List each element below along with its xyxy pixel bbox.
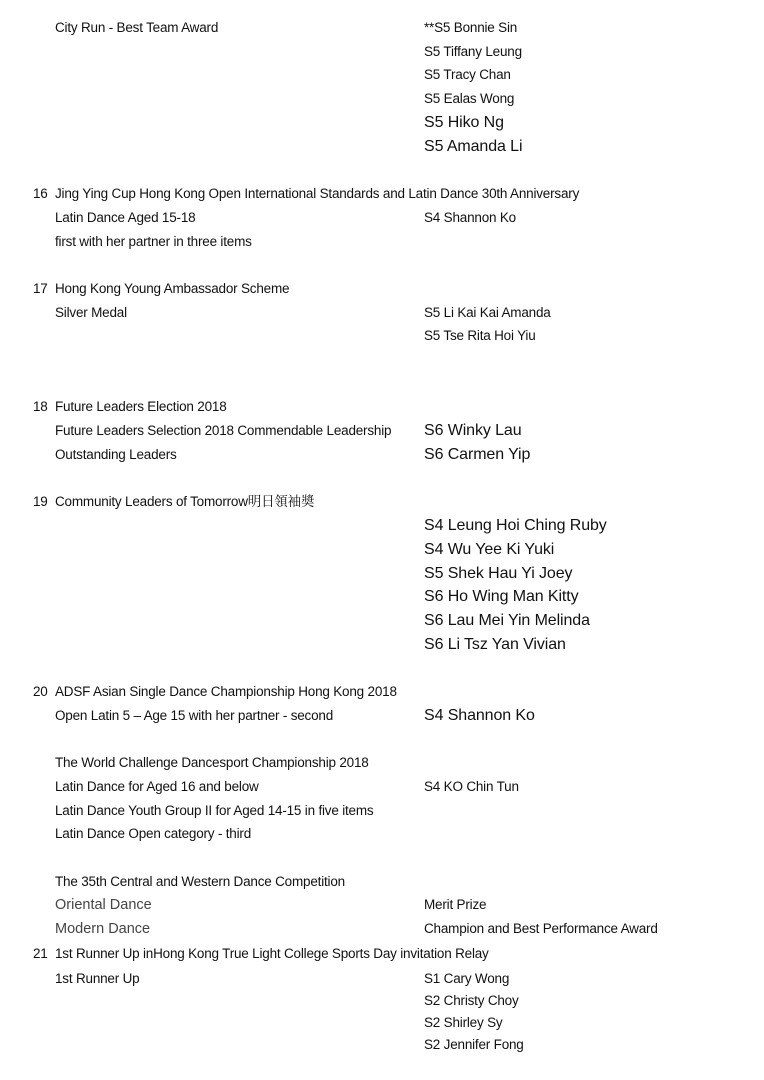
item-number: 18 xyxy=(33,399,48,414)
student-name: S5 Tse Rita Hoi Yiu xyxy=(424,328,536,343)
award-title: Future Leaders Election 2018 xyxy=(55,399,227,414)
award-detail: 1st Runner Up xyxy=(55,971,140,986)
student-name: **S5 Bonnie Sin xyxy=(424,20,518,35)
student-name: S4 Wu Yee Ki Yuki xyxy=(424,541,555,558)
student-name: S2 Christy Choy xyxy=(424,993,519,1008)
award-title: Community Leaders of Tomorrow明日領袖奬 xyxy=(55,494,315,509)
dance-award: Champion and Best Performance Award xyxy=(424,921,658,936)
item-number: 16 xyxy=(33,186,48,201)
dance-event: Modern Dance xyxy=(55,921,151,937)
student-name: S1 Cary Wong xyxy=(424,971,510,986)
award-detail: first with her partner in three items xyxy=(55,234,252,249)
award-detail: Silver Medal xyxy=(55,305,127,320)
student-name: S2 Jennifer Fong xyxy=(424,1037,524,1052)
student-name: S5 Hiko Ng xyxy=(424,114,504,131)
item-number: 17 xyxy=(33,281,48,296)
award-subtitle: The 35th Central and Western Dance Competition xyxy=(55,874,345,889)
student-name: S6 Lau Mei Yin Melinda xyxy=(424,612,590,629)
student-name: S4 Leung Hoi Ching Ruby xyxy=(424,517,607,534)
student-name: S5 Amanda Li xyxy=(424,138,523,155)
award-detail: Latin Dance Open category - third xyxy=(55,826,252,841)
student-name: S5 Tiffany Leung xyxy=(424,44,522,59)
student-name: S6 Li Tsz Yan Vivian xyxy=(424,636,566,653)
student-name: S6 Winky Lau xyxy=(424,422,522,439)
student-name: S5 Shek Hau Yi Joey xyxy=(424,565,573,582)
student-name: S5 Tracy Chan xyxy=(424,67,511,82)
award-title: Jing Ying Cup Hong Kong Open International Standards and Latin Dance 30th Anniversary xyxy=(55,186,580,201)
student-name: S2 Shirley Sy xyxy=(424,1015,503,1030)
dance-award: Merit Prize xyxy=(424,897,487,912)
student-name: S5 Ealas Wong xyxy=(424,91,515,106)
student-name: S4 Shannon Ko xyxy=(424,210,516,225)
award-title-city-run: City Run - Best Team Award xyxy=(55,20,219,35)
award-title: Hong Kong Young Ambassador Scheme xyxy=(55,281,290,296)
award-detail: Open Latin 5 – Age 15 with her partner - second xyxy=(55,708,334,723)
student-name: S4 Shannon Ko xyxy=(424,707,535,724)
student-name: S6 Ho Wing Man Kitty xyxy=(424,588,579,605)
award-detail: Outstanding Leaders xyxy=(55,447,177,462)
item-number: 20 xyxy=(33,684,48,699)
item-number: 21 xyxy=(33,946,48,961)
award-title: ADSF Asian Single Dance Championship Hong Kong 2018 xyxy=(55,684,397,699)
award-title: 1st Runner Up inHong Kong True Light College Sports Day invitation Relay xyxy=(55,946,489,961)
student-name: S4 KO Chin Tun xyxy=(424,779,519,794)
award-detail: Latin Dance for Aged 16 and below xyxy=(55,779,259,794)
award-detail: Latin Dance Aged 15-18 xyxy=(55,210,196,225)
dance-event: Oriental Dance xyxy=(55,897,152,913)
award-detail: Future Leaders Selection 2018 Commendable Leadership xyxy=(55,423,392,438)
student-name: S6 Carmen Yip xyxy=(424,446,531,463)
award-subtitle: The World Challenge Dancesport Championship 2018 xyxy=(55,755,369,770)
student-name: S5 Li Kai Kai Amanda xyxy=(424,305,551,320)
item-number: 19 xyxy=(33,494,48,509)
award-detail: Latin Dance Youth Group II for Aged 14-15 in five items xyxy=(55,803,374,818)
